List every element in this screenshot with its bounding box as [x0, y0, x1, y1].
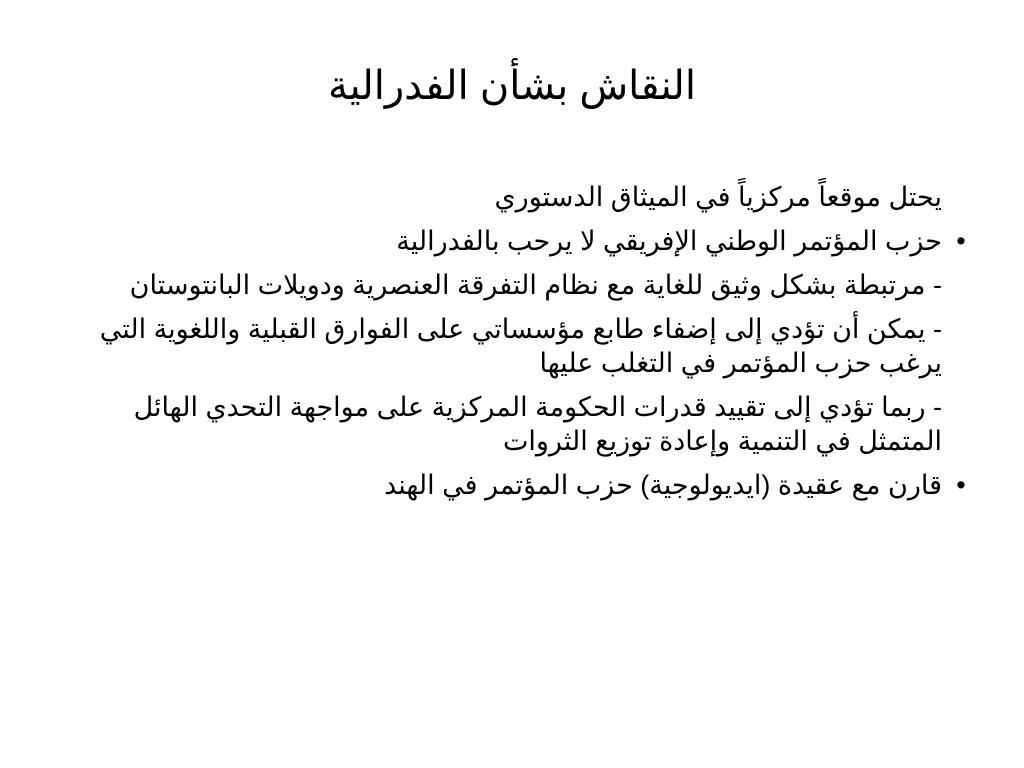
slide-title: النقاش بشأن الفدرالية — [328, 64, 696, 108]
bullet-icon: • — [956, 470, 966, 500]
slide-content — [82, 180, 966, 512]
intro-line: يحتل موقعاً مركزياً في الميثاق الدستوري — [494, 182, 942, 212]
sub-item-apartheid: - مرتبطة بشكل وثيق للغاية مع نظام التفرقة العنصرية ودويلات البانتوستان — [129, 270, 942, 300]
bullet-text: حزب المؤتمر الوطني الإفريقي لا يرحب بالفدرالية — [396, 226, 942, 256]
bullet-icon: • — [956, 226, 966, 256]
sub-item-tribal: - يمكن أن تؤدي إلى إضفاء طابع مؤسساتي على الفوارق القبلية واللغوية التي يرغب حزب المؤتمر في التغلب عليها — [99, 314, 942, 378]
bullet-text: قارن مع عقيدة (ايديولوجية) حزب المؤتمر في الهند — [384, 470, 942, 500]
bullet-item-anc — [82, 224, 966, 258]
bullet-item-india — [82, 468, 966, 502]
sub-item-central-government: - ربما تؤدي إلى تقييد قدرات الحكومة المركزية على مواجهة التحدي الهائل المتمثل في التنمية وإعادة توزيع الثروات — [133, 392, 942, 456]
